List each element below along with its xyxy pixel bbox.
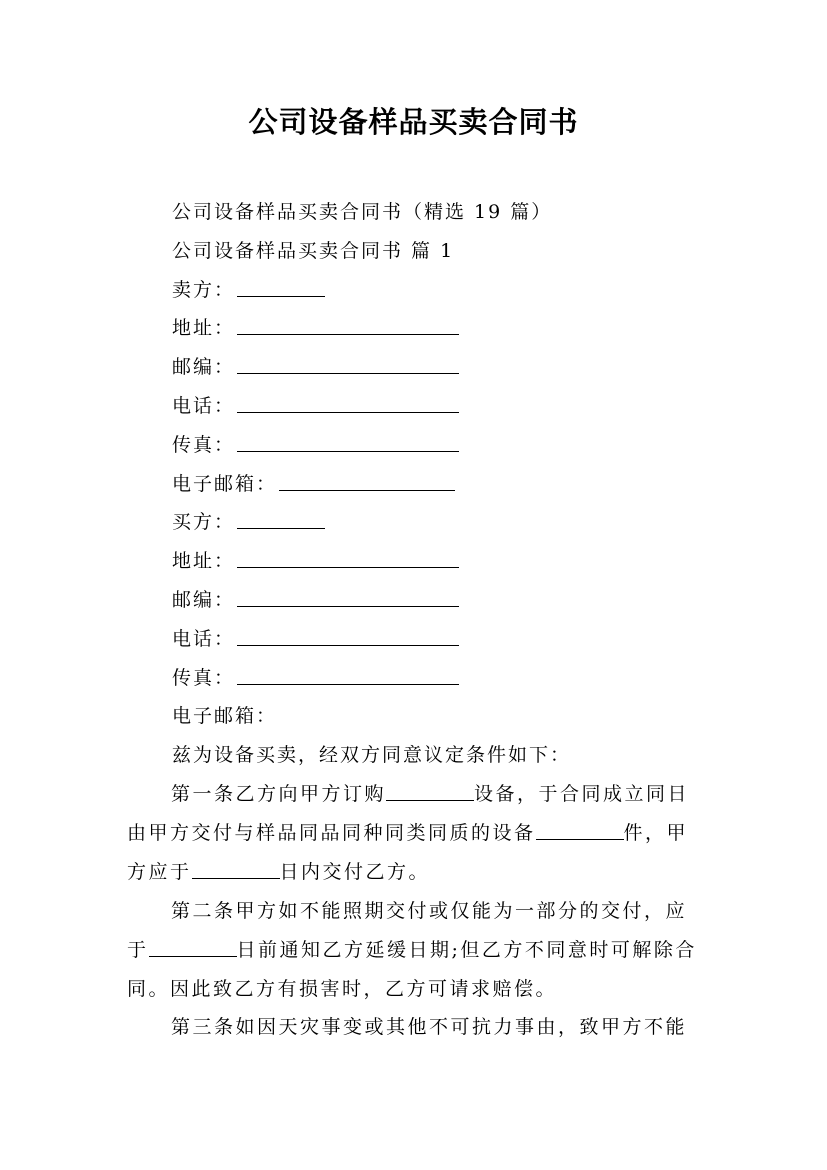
buyer-address-label: 地址：	[172, 550, 236, 573]
document-title: 公司设备样品买卖合同书	[248, 105, 579, 139]
article-1	[127, 775, 701, 891]
article-1-text-d: 日内交付乙方。	[279, 860, 431, 883]
seller-phone-line	[172, 387, 712, 426]
seller-phone-label: 电话：	[172, 394, 236, 417]
seller-fax-label: 传真：	[172, 433, 236, 456]
buyer-address-line	[172, 542, 712, 581]
article-1-text-a: 第一条乙方向甲方订购	[171, 783, 387, 805]
party-info-block	[172, 193, 712, 775]
seller-line	[172, 271, 712, 310]
seller-fax-blank	[237, 429, 459, 452]
buyer-label: 买方：	[172, 511, 236, 534]
seller-phone-blank	[237, 390, 459, 413]
buyer-zip-line	[172, 581, 712, 620]
buyer-fax-line	[172, 659, 712, 698]
buyer-blank	[237, 506, 325, 529]
article-2-text-b: 日前通知乙方延缓日期;但乙方不同意时可解除合同。因此致乙方有损害时，乙方可请求赔偿。	[127, 938, 697, 1000]
article-2	[127, 892, 701, 1008]
section-heading: 公司设备样品买卖合同书 篇 1	[172, 239, 455, 262]
seller-zip-label: 邮编：	[172, 356, 236, 379]
article-1-blank-3	[192, 856, 280, 879]
buyer-address-blank	[237, 545, 459, 568]
article-2-text-a: 第二条甲方如不能照期交付或仅能为一部分的交付，应于	[127, 900, 688, 961]
seller-label: 卖方：	[172, 278, 236, 301]
seller-address-blank	[237, 312, 459, 335]
seller-address-label: 地址：	[172, 317, 236, 340]
buyer-phone-label: 电话：	[172, 627, 236, 650]
buyer-email-line	[172, 697, 712, 736]
buyer-phone-line	[172, 620, 712, 659]
seller-email-line	[172, 465, 712, 504]
article-3-text-a: 第三条如因天灾事变或其他不可抗力事由，致甲方不能	[171, 1016, 688, 1038]
article-1-text-c: 件，甲方应于	[127, 821, 689, 883]
seller-zip-line	[172, 348, 712, 387]
buyer-zip-label: 邮编：	[172, 588, 236, 611]
seller-email-label: 电子邮箱：	[172, 472, 278, 495]
buyer-email-label: 电子邮箱：	[172, 705, 278, 728]
buyer-line	[172, 503, 712, 542]
article-1-blank-2	[536, 817, 624, 840]
article-1-blank-1	[386, 778, 474, 801]
buyer-phone-blank	[237, 623, 459, 646]
buyer-fax-blank	[237, 662, 459, 685]
seller-blank	[237, 274, 325, 297]
buyer-zip-blank	[237, 584, 459, 607]
intro-line: 兹为设备买卖，经双方同意议定条件如下：	[172, 744, 572, 767]
document-subtitle: 公司设备样品买卖合同书（精选 19 篇）	[172, 201, 553, 223]
article-2-blank-1	[149, 934, 237, 957]
buyer-fax-label: 传真：	[172, 666, 236, 689]
seller-zip-blank	[237, 351, 459, 374]
seller-email-blank	[279, 468, 455, 491]
article-3	[127, 1008, 701, 1047]
seller-fax-line	[172, 426, 712, 465]
article-1-text-b: 设备，于合同成立同日由甲方交付与样品同品同种同类同质的设备	[127, 783, 690, 844]
seller-address-line	[172, 309, 712, 348]
